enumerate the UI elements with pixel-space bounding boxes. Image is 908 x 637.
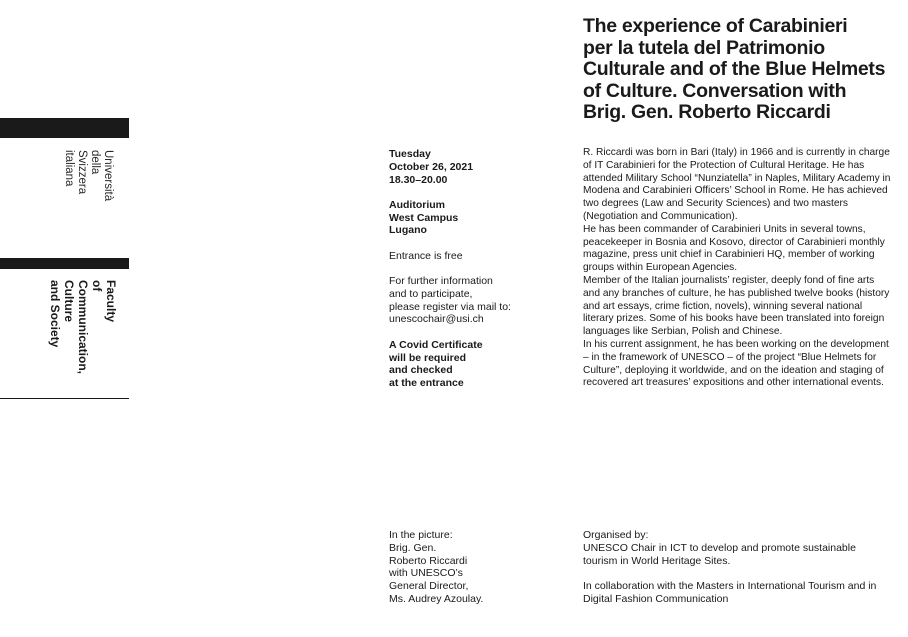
faculty-name: [48, 280, 118, 390]
covid-line: A Covid Certificate: [389, 338, 483, 351]
info-line: For further information: [389, 275, 493, 288]
title-line: per la tutela del Patrimonio: [583, 36, 825, 59]
sidebar-divider: [0, 398, 129, 399]
venue-line: Lugano: [389, 224, 427, 237]
bio-paragraph: R. Riccardi was born in Bari (Italy) in 1966 and is currently in charge of IT Carabinieri for the Protection of Cultural Heritage. He has attended Military School “Nunziatella” in Naples, Military Academy in Modena and Carabinieri Officers’ School in Rome. He has achieved two degrees (Law and Security Sciences) and two masters (Negotiation and Communication).: [583, 147, 891, 222]
middle-black-bar: [0, 258, 129, 269]
university-line: italiana: [63, 150, 75, 187]
caption-line: with UNESCO’s: [389, 567, 463, 580]
picture-caption: [389, 529, 559, 606]
page-title: [583, 16, 903, 124]
faculty-line: Faculty: [104, 280, 118, 323]
covid-line: and checked: [389, 364, 453, 377]
university-line: della: [89, 150, 101, 175]
title-line: Culturale and of the Blue Helmets: [583, 58, 886, 80]
event-date: October 26, 2021: [389, 160, 474, 173]
event-time: 18.30–20.00: [389, 173, 448, 186]
title-line: Brig. Gen. Roberto Riccardi: [583, 101, 831, 123]
organiser-text: UNESCO Chair in ICT to develop and promote sustainable tourism in World Heritage Sites.: [583, 541, 856, 567]
bio-paragraph: He has been commander of Carabinieri Units in several towns, peacekeeper in Bosnia and Kosovo, director of Carabinieri monthly magazine, press unit chief in Carabinieri HQ, member of working groups within European Agencies.: [583, 223, 885, 274]
caption-line: In the picture:: [389, 529, 453, 541]
top-black-bar: [0, 118, 129, 138]
info-line: please register via mail to:: [389, 300, 511, 313]
faculty-line: and Society: [48, 280, 62, 348]
title-line: of Culture. Conversation with: [583, 79, 847, 102]
info-line: and to participate,: [389, 287, 473, 300]
speaker-bio: [583, 147, 893, 390]
faculty-line: of: [90, 280, 104, 292]
university-line: Svizzera: [76, 150, 88, 195]
covid-line: will be required: [389, 351, 467, 364]
venue-line: West Campus: [389, 211, 459, 224]
caption-line: Roberto Riccardi: [389, 554, 468, 567]
title-line: The experience of Carabinieri: [583, 15, 848, 37]
contact-email[interactable]: unescochair@usi.ch: [389, 313, 484, 326]
university-line: Università: [102, 150, 114, 202]
collaboration-text: In collaboration with the Masters in International Tourism and in Digital Fashion Communication: [583, 580, 877, 605]
event-details: [389, 148, 559, 390]
venue-line: Auditorium: [389, 198, 445, 211]
caption-line: Ms. Audrey Azoulay.: [389, 592, 484, 605]
faculty-line: Communication,: [76, 280, 90, 375]
organiser-label: Organised by:: [583, 529, 649, 541]
caption-line: General Director,: [389, 580, 469, 593]
faculty-line: Culture: [62, 280, 76, 322]
bio-paragraph: In his current assignment, he has been working on the development – in the framework of UNESCO – of the project “Blue Helmets for Culture”, deploying it worldwide, and on the ideation and staging of recovered art treasures’ expositions and other international events.: [583, 338, 889, 389]
event-day: Tuesday: [389, 148, 431, 160]
covid-line: at the entrance: [389, 377, 464, 390]
university-name: [62, 150, 114, 240]
bio-paragraph: Member of the Italian journalists’ register, deeply fond of fine arts and any branches of culture, he has published twelve books (history and art essays, crime fiction, novels), winning several national literary prizes. Some of his books have been translated into foreign languages like Serbian, Polish and Chinese.: [583, 274, 890, 338]
caption-line: Brig. Gen.: [389, 541, 437, 554]
entrance-note: Entrance is free: [389, 249, 463, 262]
organiser-block: [583, 529, 893, 606]
